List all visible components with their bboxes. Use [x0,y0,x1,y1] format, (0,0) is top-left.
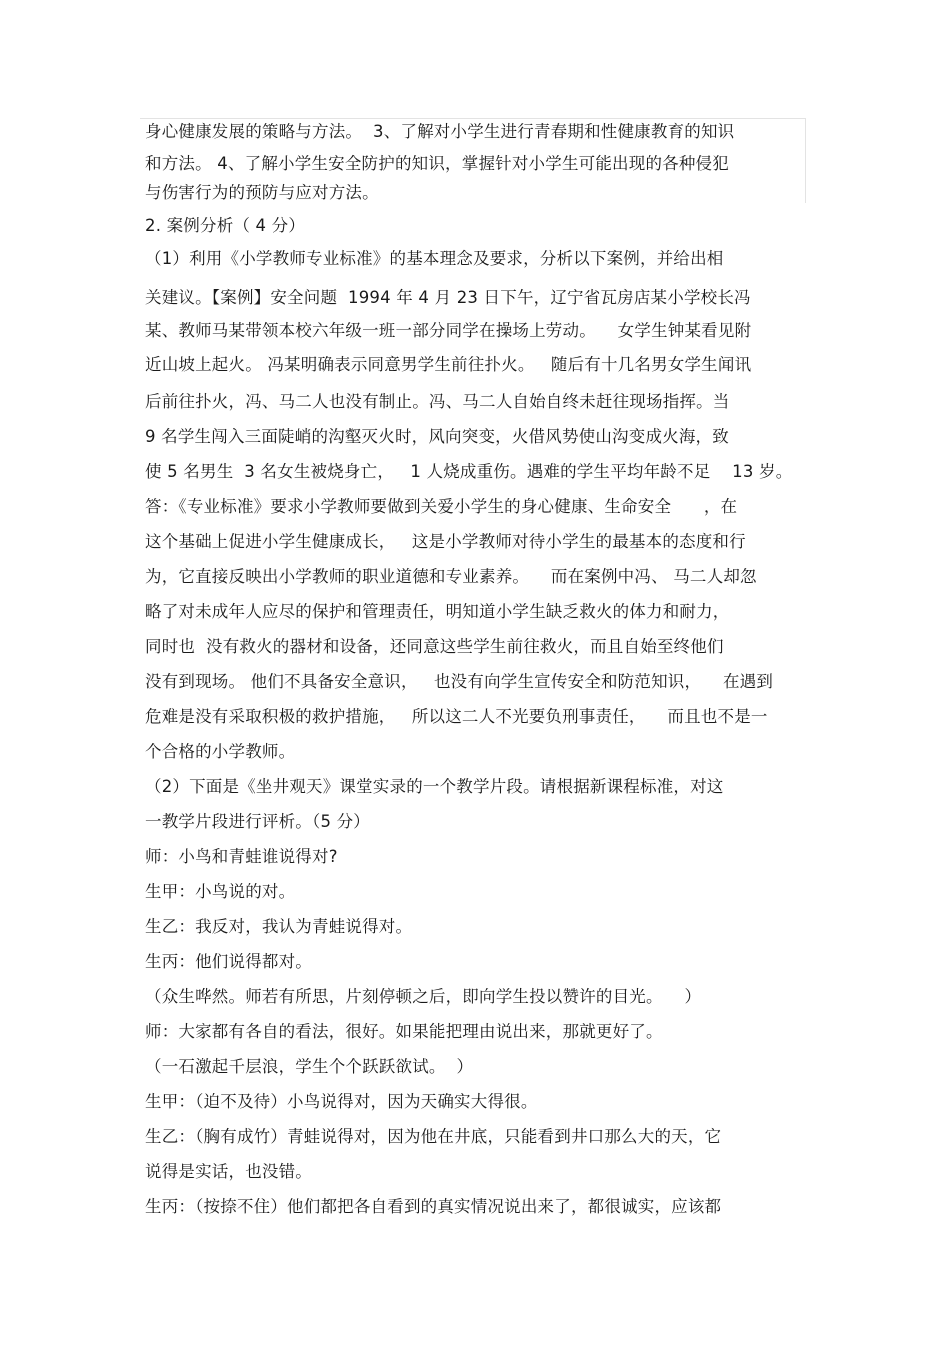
text-line: 没有到现场。 他们不具备安全意识， 也没有向学生宣传安全和防范知识， 在遇到 [145,672,774,691]
text-line: 生丙：他们说得都对。 [145,952,312,971]
text-line: （1）利用《小学教师专业标准》的基本理念及要求，分析以下案例，并给出相 [145,249,724,268]
text-line: 使 5 名男生 3 名女生被烧身亡， 1 人烧成重伤。遇难的学生平均年龄不足 13 岁。 [145,462,793,481]
text-line: 近山坡上起火。 冯某明确表示同意男学生前往扑火。 随后有十几名男女学生闻讯 [145,355,752,374]
text-line: 与伤害行为的预防与应对方法。 [145,183,379,202]
text-line: 身心健康发展的策略与方法。 3、了解对小学生进行青春期和性健康教育的知识 [145,122,735,141]
text-line: 师：小鸟和青蛙谁说得对? [145,847,338,866]
text-line: 为，它直接反映出小学教师的职业道德和专业素养。 而在案例中冯、 马二人却忽 [145,567,757,586]
text-line: 2. 案例分析（ 4 分） [145,216,306,235]
text-line: 后前往扑火，冯、马二人也没有制止。冯、马二人自始自终未赶往现场指挥。当 [145,392,730,411]
text-line: 9 名学生闯入三面陡峭的沟壑灭火时，风向突变，火借风势使山沟变成火海，致 [145,427,729,446]
text-line: 答：《专业标准》要求小学教师要做到关爱小学生的身心健康、生命安全 ，在 [145,497,738,516]
text-line: （一石激起千层浪，学生个个跃跃欲试。 ） [145,1057,474,1076]
text-line: （2）下面是《坐井观天》课堂实录的一个教学片段。请根据新课程标准，对这 [145,777,724,796]
text-line: 师：大家都有各自的看法，很好。如果能把理由说出来，那就更好了。 [145,1022,663,1041]
text-line: 这个基础上促进小学生健康成长， 这是小学教师对待小学生的最基本的态度和行 [145,532,746,551]
text-line: 生甲：小鸟说的对。 [145,882,296,901]
text-line: 危难是没有采取积极的救护措施， 所以这二人不光要负刑事责任， 而且也不是一 [145,707,768,726]
text-line: 个合格的小学教师。 [145,742,296,761]
text-line: 某、教师马某带领本校六年级一班一部分同学在操场上劳动。 女学生钟某看见附 [145,321,752,340]
text-line: 生丙：（按捺不住）他们都把各自看到的真实情况说出来了，都很诚实，应该都 [145,1197,722,1216]
text-line: 和方法。 4、了解小学生安全防护的知识，掌握针对小学生可能出现的各种侵犯 [145,154,729,173]
text-line: （众生哗然。师若有所思，片刻停顿之后，即向学生投以赞许的目光。 ） [145,987,702,1006]
text-line: 生甲：（迫不及待）小鸟说得对，因为天确实大得很。 [145,1092,538,1111]
text-line: 一教学片段进行评析。（5 分） [145,812,370,831]
text-line: 关建议。【案例】安全问题 1994 年 4 月 23 日下午，辽宁省瓦房店某小学校长冯 [145,288,751,307]
text-line: 同时也 没有救火的器材和设备，还同意这些学生前往救火，而且自始至终他们 [145,637,724,656]
text-line: 生乙：我反对，我认为青蛙说得对。 [145,917,413,936]
text-line: 说得是实话，也没错。 [145,1162,312,1181]
text-line: 生乙：（胸有成竹）青蛙说得对，因为他在井底，只能看到井口那么大的天，它 [145,1127,722,1146]
text-line: 略了对未成年人应尽的保护和管理责任，明知道小学生缺乏救火的体力和耐力， [145,602,730,621]
